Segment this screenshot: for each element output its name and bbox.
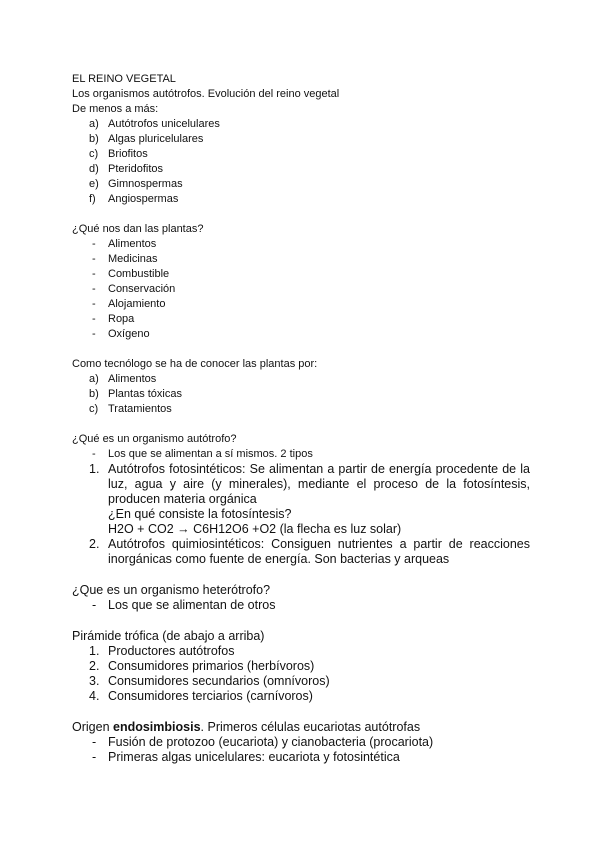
list-item: - Los que se alimentan a sí mismos. 2 tipos	[92, 448, 313, 460]
photosynthesis-formula: H2O + CO2 → C6H12O6 +O2 (la flecha es luz solar)	[108, 522, 402, 536]
list-item: 2. Consumidores primarios (herbívoros)	[89, 659, 315, 673]
autotroph-dash-list	[72, 447, 530, 462]
list-item: f) Angiospermas	[89, 193, 179, 205]
autotroph-type-text: Autótrofos fotosintéticos: Se alimentan a partir de energía procedente de la luz, agua y aire (y minerales), mediante el proceso de la fotosíntesis, producen materia orgánica	[108, 462, 530, 506]
list-item: c) Tratamientos	[89, 403, 172, 415]
list-item: a) Alimentos	[89, 373, 157, 385]
list-item: c) Briofitos	[89, 148, 148, 160]
autotroph-question: ¿Qué es un organismo autótrofo?	[72, 433, 237, 445]
list-item: - Ropa	[92, 313, 135, 325]
origin-bold-term: endosimbiosis	[113, 720, 201, 734]
list-item: e) Gimnospermas	[89, 178, 183, 190]
list-item: - Primeras algas unicelulares: eucariota y fotosintética	[92, 750, 400, 764]
autotroph-types-list	[72, 462, 530, 567]
pyramid-title: Pirámide trófica (de abajo a arriba)	[72, 629, 265, 643]
list-item: b) Algas pluricelulares	[89, 133, 204, 145]
list-item: - Conservación	[92, 283, 176, 295]
list-item: b) Plantas tóxicas	[89, 388, 182, 400]
list-item: - Oxígeno	[92, 328, 150, 340]
list-item: - Medicinas	[92, 253, 158, 265]
list-item: - Los que se alimentan de otros	[92, 598, 276, 612]
list-item: 1. Autótrofos fotosintéticos: Se alimentan a partir de energía procedente de la luz, agua y aire (y minerales), mediante el proceso de la fotosíntesis, producen materia orgánica ¿En qué consiste la fotosíntesis? H2O + CO2 → C6H12O6 +O2 (la flecha es luz solar)	[89, 462, 530, 536]
technologist-list	[72, 372, 530, 417]
photosynthesis-question: ¿En qué consiste la fotosíntesis?	[108, 507, 292, 521]
page-title: EL REINO VEGETAL	[72, 73, 176, 85]
list-item: - Combustible	[92, 268, 170, 280]
document-page	[72, 72, 530, 765]
list-item: d) Pteridofitos	[89, 163, 164, 175]
list-item: 4. Consumidores terciarios (carnívoros)	[89, 689, 313, 703]
evolution-intro: De menos a más:	[72, 103, 159, 115]
list-item: - Fusión de protozoo (eucariota) y cianobacteria (procariota)	[92, 735, 434, 749]
list-item: 3. Consumidores secundarios (omnívoros)	[89, 674, 330, 688]
subtitle: Los organismos autótrofos. Evolución del reino vegetal	[72, 88, 340, 100]
technologist-intro: Como tecnólogo se ha de conocer las plantas por:	[72, 358, 318, 370]
autotroph-type-text: Autótrofos quimiosintéticos: Consiguen nutrientes a partir de reacciones inorgánicas como fuente de energía. Son bacterias y arqueas	[108, 537, 530, 566]
heterotroph-question: ¿Que es un organismo heterótrofo?	[72, 583, 271, 597]
pyramid-list	[72, 644, 530, 704]
origin-list	[72, 735, 530, 765]
list-item: - Alimentos	[92, 238, 157, 250]
list-item: 1. Productores autótrofos	[89, 644, 235, 658]
origin-line: Origen endosimbiosis. Primeros células eucariotas autótrofas	[72, 720, 421, 734]
heterotroph-list	[72, 598, 530, 613]
list-item: a) Autótrofos unicelulares	[89, 118, 220, 130]
plants-question: ¿Qué nos dan las plantas?	[72, 223, 204, 235]
list-item: - Alojamiento	[92, 298, 166, 310]
list-item: 2. Autótrofos quimiosintéticos: Consiguen nutrientes a partir de reacciones inorgánicas como fuente de energía. Son bacterias y arqueas	[89, 537, 530, 566]
evolution-list	[72, 117, 530, 207]
plants-list	[72, 237, 530, 342]
